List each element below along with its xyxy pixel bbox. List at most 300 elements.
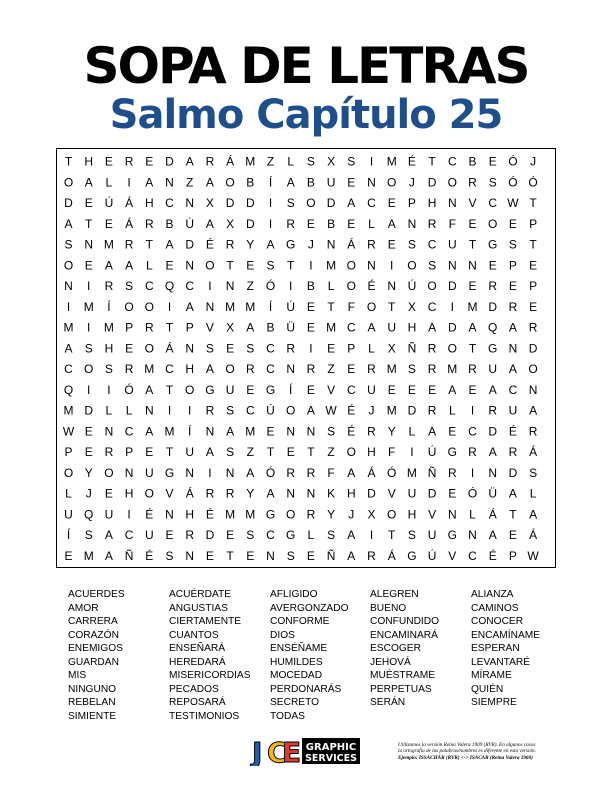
- grid-letter: R: [427, 216, 437, 231]
- grid-letter: E: [84, 424, 93, 439]
- grid-letter: E: [226, 341, 235, 356]
- word: GUARDAN: [68, 656, 119, 668]
- grid-letter: I: [208, 465, 212, 480]
- logo-text-line1: GRAPHIC: [305, 742, 357, 753]
- grid-letter: S: [84, 341, 93, 356]
- grid-letter: C: [508, 382, 518, 397]
- grid-letter: M: [103, 237, 114, 252]
- grid-letter: R: [225, 486, 235, 501]
- grid-letter: E: [508, 279, 517, 293]
- grid-letter: I: [309, 258, 313, 273]
- grid-letter: S: [205, 341, 214, 356]
- grid-letter: E: [428, 382, 437, 397]
- grid-letter: S: [64, 237, 73, 252]
- grid-letter: N: [468, 258, 477, 273]
- grid-letter: Á: [367, 465, 376, 480]
- grid-letter: P: [508, 258, 517, 273]
- version-note-line: Ejemplo: ISSACHÁR (RVR) <-> ISACAR (Reina Valera 1960): [398, 754, 533, 761]
- grid-letter: B: [306, 175, 315, 190]
- grid-letter: I: [390, 258, 394, 273]
- grid-letter: Í: [188, 424, 192, 439]
- grid-letter: O: [124, 299, 134, 314]
- grid-letter: F: [347, 299, 355, 314]
- grid-letter: A: [246, 465, 255, 480]
- grid-letter: G: [447, 528, 457, 542]
- grid-letter: Q: [488, 320, 498, 335]
- grid-letter: A: [347, 528, 356, 542]
- grid-letter: Ñ: [427, 465, 437, 480]
- grid-letter: A: [104, 528, 113, 542]
- logo-letter: E: [282, 736, 302, 766]
- grid-letter: P: [64, 445, 73, 459]
- word: SERÁN: [370, 697, 406, 708]
- grid-letter: N: [528, 382, 538, 397]
- grid-letter: E: [488, 154, 497, 169]
- grid-letter: O: [205, 258, 215, 273]
- grid-letter: N: [447, 258, 457, 273]
- grid-letter: M: [386, 154, 397, 169]
- grid-letter: O: [447, 341, 457, 356]
- grid-letter: R: [205, 154, 215, 169]
- grid-letter: É: [145, 548, 154, 563]
- grid-letter: N: [185, 548, 195, 563]
- grid-letter: M: [164, 424, 175, 439]
- word: QUIÉN: [471, 683, 504, 695]
- grid-letter: S: [508, 237, 517, 252]
- grid-letter: H: [407, 320, 417, 335]
- grid-letter: H: [407, 507, 417, 522]
- grid-letter: P: [508, 548, 517, 563]
- grid-letter: A: [347, 465, 356, 480]
- grid-letter: C: [165, 362, 174, 376]
- grid-letter: M: [326, 320, 337, 335]
- grid-letter: U: [185, 445, 195, 459]
- grid-letter: V: [428, 507, 437, 522]
- grid-letter: C: [468, 548, 477, 563]
- word: AVERGONZADO: [270, 602, 349, 614]
- grid-letter: U: [488, 362, 498, 376]
- grid-letter: E: [165, 258, 174, 273]
- grid-letter: C: [427, 237, 437, 252]
- grid-letter: P: [347, 341, 356, 356]
- grid-letter: I: [87, 279, 91, 293]
- grid-letter: N: [407, 216, 417, 231]
- grid-letter: A: [145, 175, 154, 190]
- grid-letter: L: [469, 507, 476, 522]
- grid-letter: Ó: [467, 486, 478, 501]
- grid-letter: M: [447, 362, 458, 376]
- grid-letter: Ó: [508, 154, 518, 169]
- grid-letter: I: [450, 299, 454, 314]
- grid-letter: I: [289, 279, 293, 293]
- grid-letter: T: [226, 258, 234, 273]
- grid-letter: V: [468, 196, 477, 210]
- grid-letter: R: [225, 237, 235, 252]
- grid-letter: G: [265, 507, 276, 522]
- grid-letter: X: [407, 299, 416, 314]
- grid-letter: I: [470, 403, 475, 418]
- version-note-line: la ortografía de las palabras/nombres es diferente en esta versión.: [398, 748, 536, 755]
- grid-letter: D: [488, 299, 498, 314]
- page-subtitle: Salmo Capítulo 25: [109, 92, 503, 138]
- grid-letter: E: [104, 486, 113, 501]
- grid-letter: E: [306, 382, 315, 397]
- grid-letter: Á: [165, 341, 174, 356]
- grid-letter: U: [427, 528, 437, 542]
- grid-letter: L: [448, 403, 456, 418]
- grid-letter: H: [124, 486, 134, 501]
- grid-letter: O: [346, 279, 356, 293]
- grid-letter: Í: [268, 175, 273, 190]
- grid-letter: A: [145, 382, 154, 397]
- grid-letter: R: [508, 299, 518, 314]
- grid-letter: A: [64, 341, 73, 356]
- grid-letter: N: [447, 196, 457, 210]
- grid-letter: E: [84, 258, 93, 273]
- grid-letter: Q: [164, 279, 175, 293]
- grid-letter: S: [488, 175, 497, 190]
- grid-letter: Y: [246, 486, 255, 501]
- brand-logo-svg: [250, 736, 362, 766]
- grid-letter: R: [427, 362, 437, 376]
- grid-letter: E: [286, 445, 295, 459]
- grid-letter: O: [225, 175, 235, 190]
- grid-letter: R: [144, 320, 154, 335]
- grid-letter: Ú: [104, 196, 114, 210]
- grid-letter: M: [225, 299, 236, 314]
- grid-letter: E: [529, 299, 538, 314]
- grid-letter: Á: [185, 486, 194, 501]
- grid-letter: D: [185, 237, 195, 252]
- grid-letter: A: [387, 216, 396, 231]
- word: NINGUNO: [68, 683, 117, 695]
- grid-letter: M: [63, 320, 74, 335]
- grid-letter: T: [327, 299, 335, 314]
- grid-letter: E: [246, 548, 255, 563]
- grid-letter: Y: [84, 465, 93, 480]
- grid-letter: N: [225, 465, 235, 480]
- grid-letter: O: [104, 465, 114, 480]
- word: HUMILDES: [270, 656, 323, 668]
- word: MOCEDAD: [270, 670, 323, 681]
- grid-letter: N: [205, 299, 215, 314]
- grid-letter: L: [287, 154, 295, 169]
- grid-letter: N: [306, 486, 316, 501]
- word-column-3: [270, 588, 349, 723]
- grid-letter: É: [205, 237, 214, 252]
- logo-text-line2: SERVICES: [305, 753, 357, 764]
- grid-letter: D: [245, 196, 255, 210]
- grid-letter: U: [144, 528, 154, 542]
- word: ACUERDES: [68, 589, 125, 600]
- grid-letter: H: [185, 507, 195, 522]
- grid-letter: C: [468, 424, 477, 439]
- grid-letter: É: [145, 507, 154, 522]
- grid-letter: U: [326, 175, 336, 190]
- grid-letter: Á: [347, 237, 356, 252]
- grid-letter: I: [127, 175, 131, 190]
- grid-letter: N: [326, 237, 336, 252]
- grid-letter: D: [225, 196, 235, 210]
- word: AFLIGIDO: [270, 589, 318, 600]
- grid-letter: O: [387, 507, 397, 522]
- grid-letter: O: [185, 382, 195, 397]
- grid-letter: C: [165, 196, 174, 210]
- grid-letter: A: [84, 175, 93, 190]
- grid-letter: D: [427, 486, 437, 501]
- grid-letter: Ñ: [326, 548, 336, 563]
- grid-letter: D: [427, 175, 437, 190]
- grid-letter: O: [144, 299, 154, 314]
- grid-letter: G: [286, 528, 296, 542]
- grid-letter: X: [226, 320, 235, 335]
- grid-letter: E: [306, 299, 315, 314]
- grid-letter: A: [508, 320, 517, 335]
- word: SECRETO: [270, 697, 320, 708]
- grid-letter: O: [144, 341, 154, 356]
- grid-letter: O: [427, 279, 437, 293]
- grid-letter: R: [124, 237, 134, 252]
- grid-letter: R: [286, 465, 296, 480]
- grid-letter: O: [346, 445, 356, 459]
- grid-letter: E: [448, 486, 457, 501]
- grid-letter: T: [468, 237, 477, 252]
- grid-letter: P: [125, 445, 134, 459]
- word-column-5: [471, 588, 540, 710]
- grid-letter: É: [205, 507, 214, 522]
- grid-letter: Z: [246, 279, 254, 293]
- word: PERPETUAS: [370, 683, 432, 695]
- grid-letter: V: [448, 548, 457, 563]
- word: BUENO: [370, 602, 407, 614]
- grid-letter: P: [529, 216, 538, 231]
- grid-letter: Ñ: [407, 341, 417, 356]
- grid-letter: A: [428, 424, 437, 439]
- grid-letter: T: [145, 237, 153, 252]
- word: MUÉSTRAME: [370, 670, 436, 681]
- grid-letter: C: [447, 154, 457, 169]
- word: TESTIMONIOS: [169, 710, 240, 722]
- grid-letter: A: [266, 486, 275, 501]
- grid-letter: M: [245, 424, 256, 439]
- grid-letter: R: [528, 424, 538, 439]
- grid-letter: H: [144, 196, 154, 210]
- grid-letter: O: [387, 175, 397, 190]
- grid-letter: B: [468, 154, 477, 169]
- grid-letter: Ú: [407, 279, 417, 293]
- grid-letter: V: [205, 320, 214, 335]
- grid-letter: B: [327, 216, 336, 231]
- grid-letter: B: [246, 175, 255, 190]
- word: CUANTOS: [169, 629, 219, 641]
- grid-letter: X: [205, 196, 214, 210]
- grid-letter: D: [508, 465, 518, 480]
- grid-letter: Á: [125, 216, 134, 231]
- grid-letter: L: [105, 403, 113, 418]
- grid-letter: O: [63, 465, 74, 480]
- word: CONFORME: [270, 616, 330, 627]
- grid-letter: V: [165, 486, 174, 501]
- grid-letter: L: [307, 528, 315, 542]
- grid-letter: O: [488, 216, 498, 231]
- grid-letter: D: [367, 486, 376, 501]
- grid-letter: N: [185, 465, 195, 480]
- grid-letter: Ó: [528, 175, 538, 190]
- grid-letter: E: [488, 258, 497, 273]
- grid-letter: O: [407, 258, 417, 273]
- grid-letter: U: [447, 237, 457, 252]
- grid-letter: D: [326, 196, 336, 210]
- grid-letter: R: [124, 154, 134, 169]
- grid-letter: E: [508, 528, 517, 542]
- version-note: [398, 742, 558, 761]
- grid-letter: R: [488, 279, 498, 293]
- grid-letter: R: [286, 216, 296, 231]
- word: ALEGREN: [370, 589, 419, 600]
- grid-letter: E: [468, 216, 477, 231]
- grid-letter: Q: [63, 382, 74, 397]
- grid-letter: X: [226, 216, 235, 231]
- grid-letter: É: [407, 154, 416, 169]
- grid-letter: A: [165, 237, 174, 252]
- grid-letter: N: [488, 465, 498, 480]
- grid-letter: L: [125, 403, 133, 418]
- grid-letter: C: [266, 528, 275, 542]
- grid-letter: X: [327, 154, 336, 169]
- word: CONOCER: [471, 616, 524, 627]
- grid-letter: E: [306, 216, 315, 231]
- grid-letter: V: [327, 382, 336, 397]
- grid-letter: Í: [289, 382, 293, 397]
- grid-letter: A: [185, 154, 194, 169]
- grid-letter: G: [205, 382, 215, 397]
- grid-letter: T: [468, 341, 477, 356]
- grid-letter: U: [225, 382, 235, 397]
- grid-letter: Ü: [286, 320, 296, 335]
- grid-letter: A: [286, 175, 295, 190]
- grid-letter: G: [488, 237, 498, 252]
- word: ENEMIGOS: [68, 643, 123, 654]
- grid-letter: É: [347, 424, 356, 439]
- grid-letter: N: [84, 237, 94, 252]
- grid-letter: N: [367, 175, 376, 190]
- grid-letter: C: [124, 528, 134, 542]
- grid-letter: M: [245, 299, 256, 314]
- grid-letter: B: [165, 216, 174, 231]
- grid-letter: R: [205, 486, 215, 501]
- grid-letter: Ú: [266, 403, 275, 418]
- grid-letter: C: [185, 279, 195, 293]
- grid-letter: H: [346, 486, 356, 501]
- grid-letter: L: [368, 216, 375, 231]
- grid-letter: A: [104, 548, 113, 563]
- word: ANGUSTIAS: [169, 602, 228, 614]
- grid-letter: Y: [387, 424, 396, 439]
- grid-letter: N: [306, 424, 316, 439]
- brand-logo: [250, 736, 362, 766]
- grid-letter: E: [84, 445, 93, 459]
- grid-letter: E: [387, 196, 396, 210]
- word: CARRERA: [68, 616, 118, 627]
- grid-letter: E: [508, 216, 517, 231]
- grid-letter: I: [268, 196, 273, 210]
- grid-letter: R: [306, 465, 316, 480]
- grid-letter: T: [287, 258, 295, 273]
- grid-letter: I: [208, 279, 212, 293]
- grid-letter: R: [528, 320, 538, 335]
- grid-letter: T: [64, 154, 73, 169]
- grid-letter: D: [205, 528, 215, 542]
- grid-letter: L: [368, 341, 375, 356]
- logo-letter: C: [267, 736, 288, 766]
- grid-letter: N: [508, 341, 518, 356]
- grid-letter: I: [107, 382, 111, 397]
- grid-letter: M: [83, 299, 94, 314]
- grid-letter: E: [387, 237, 396, 252]
- grid-letter: M: [245, 507, 256, 522]
- grid-letter: É: [347, 403, 356, 418]
- grid-letter: G: [265, 382, 276, 397]
- word: REPOSARÁ: [169, 697, 226, 708]
- word: ENCAMINARÁ: [370, 629, 438, 641]
- grid-letter: U: [508, 403, 518, 418]
- grid-letter: D: [488, 424, 498, 439]
- grid-letter: E: [347, 362, 356, 376]
- grid-letter: R: [427, 341, 437, 356]
- grid-letter: N: [205, 424, 215, 439]
- grid-letter: M: [103, 320, 114, 335]
- logo-letter: J: [252, 736, 263, 766]
- grid-letter: J: [307, 237, 314, 252]
- grid-letter: D: [165, 154, 174, 169]
- grid-letter: R: [447, 465, 457, 480]
- word: ESCOGER: [370, 643, 421, 654]
- grid-letter: A: [508, 486, 517, 501]
- grid-letter: A: [468, 320, 477, 335]
- grid-letter: N: [225, 279, 235, 293]
- word: LEVANTARÉ: [471, 656, 531, 668]
- grid-letter: Í: [107, 299, 111, 314]
- grid-letter: É: [488, 548, 497, 563]
- word: SIEMPRE: [471, 697, 517, 708]
- word: ACUÉRDATE: [169, 589, 232, 600]
- grid-letter: V: [387, 486, 396, 501]
- word: ENSÉÑAME: [270, 643, 328, 654]
- grid-letter: Ú: [427, 445, 437, 459]
- word: MIS: [68, 670, 87, 681]
- grid-letter: Z: [186, 175, 194, 190]
- grid-letter: A: [205, 216, 214, 231]
- grid-letter: S: [246, 528, 255, 542]
- word: ESPERAN: [471, 643, 520, 654]
- grid-letter: W: [507, 196, 519, 210]
- grid-letter: P: [529, 279, 538, 293]
- grid-letter: N: [286, 362, 296, 376]
- grid-letter: R: [286, 341, 296, 356]
- word: TODAS: [270, 710, 305, 722]
- grid-letter: X: [387, 341, 396, 356]
- grid-letter: S: [286, 548, 295, 563]
- grid-letter: L: [327, 279, 335, 293]
- grid-letter: T: [388, 528, 396, 542]
- grid-letter: Á: [226, 154, 235, 169]
- grid-letter: P: [185, 320, 194, 335]
- grid-letter: E: [407, 382, 416, 397]
- grid-letter: C: [144, 279, 154, 293]
- word: PECADOS: [169, 683, 219, 695]
- grid-letter: S: [407, 528, 416, 542]
- grid-letter: C: [245, 403, 255, 418]
